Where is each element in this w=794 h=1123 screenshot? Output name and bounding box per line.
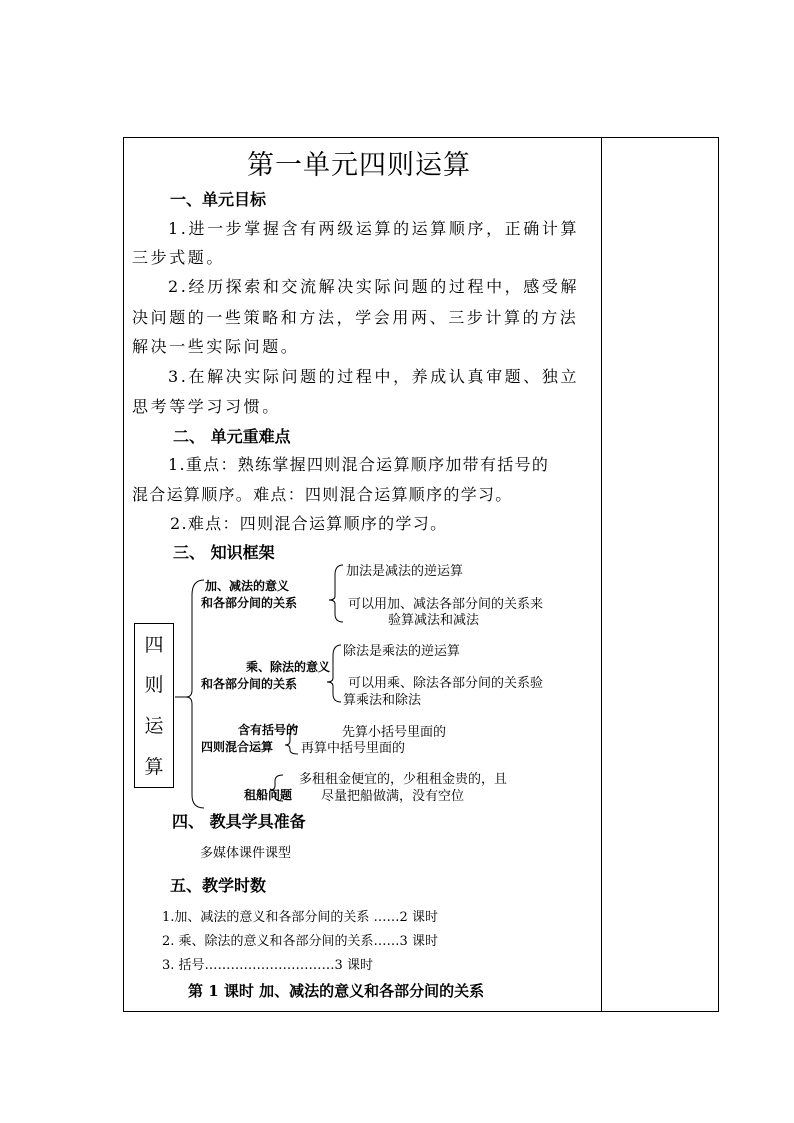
branch2-line2: 和各部分间的关系 <box>201 677 298 691</box>
branch3-leaf2: 再算中括号里面的 <box>301 741 406 756</box>
hours-item-1: 1.加、减法的意义和各部分间的关系 ……2 课时 <box>162 910 438 925</box>
branch2-leaf2-line1: 可以用乘、除法各部分间的关系验 <box>348 676 544 691</box>
goal3-line2: 思考等学习习惯。 <box>132 397 281 416</box>
branch1-line1: 加、减法的意义 <box>205 579 290 593</box>
tools-text: 多媒体课件课型 <box>200 846 292 861</box>
branch3-leaf1: 先算小括号里面的 <box>342 725 447 740</box>
goal3-line1: 3.在解决实际问题的过程中，养成认真审题、独立 <box>168 367 580 386</box>
main-bracket <box>186 580 204 808</box>
goal1-line2: 三步式题。 <box>132 248 226 267</box>
branch4-leaf-line2: 尽量把船做满，没有空位 <box>321 789 465 804</box>
root-char-4: 算 <box>144 756 164 778</box>
root-char-1: 四 <box>144 634 164 656</box>
branch4-label: 租船问题 <box>244 788 293 802</box>
goal2-line1: 2.经历探索和交流解决实际问题的过程中，感受解 <box>168 277 580 296</box>
branch3-line1: 含有括号的 <box>238 723 299 737</box>
goal1-line1: 1.进一步掌握含有两级运算的运算顺序，正确计算 <box>168 219 580 238</box>
branch3-line2: 四则混合运算 <box>201 740 274 754</box>
branch2-line1: 乘、除法的意义 <box>246 660 331 674</box>
hours-item-3: 3. 括号…………………………3 课时 <box>162 958 373 973</box>
branch1-leaf2-line1: 可以用加、减法各部分间的关系来 <box>348 597 544 612</box>
branch4-leaf-line1: 多租租金便宜的，少租租金贵的，且 <box>299 772 508 787</box>
branch1-leaf1: 加法是减法的逆运算 <box>346 564 464 579</box>
branch1-line2: 和各部分间的关系 <box>201 596 298 610</box>
root-char-2: 则 <box>144 674 164 696</box>
goal2-line2: 决问题的一些策略和方法，学会用两、三步计算的方法 <box>132 308 579 327</box>
hours-heading: 五、教学时数 <box>170 876 267 895</box>
key2: 2.难点：四则混合运算顺序的学习。 <box>170 514 448 533</box>
framework-heading: 三、 知识框架 <box>173 543 275 562</box>
hours-item-2: 2. 乘、除法的意义和各部分间的关系……3 课时 <box>162 934 438 949</box>
key1-line2: 混合运算顺序。难点：四则混合运算顺序的学习。 <box>132 485 513 504</box>
branch2-leaf1: 除法是乘法的逆运算 <box>343 644 461 659</box>
tools-heading: 四、 教具学具准备 <box>172 812 306 831</box>
branch1-bracket <box>329 565 343 622</box>
goals-heading: 一、单元目标 <box>170 190 267 209</box>
page-title: 第一单元四则运算 <box>247 150 471 181</box>
key1-line1: 1.重点：熟练掌握四则混合运算顺序加带有括号的 <box>168 455 550 474</box>
branch1-leaf2-line2: 验算减法和减法 <box>388 613 480 628</box>
goal2-line3: 解决一些实际问题。 <box>132 337 300 356</box>
key-heading: 二、 单元重难点 <box>173 427 291 446</box>
lesson1-title: 第 1 课时 加、减法的意义和各部分间的关系 <box>188 982 485 1000</box>
root-char-3: 运 <box>144 715 164 737</box>
branch2-leaf2-line2: 算乘法和除法 <box>343 693 422 708</box>
